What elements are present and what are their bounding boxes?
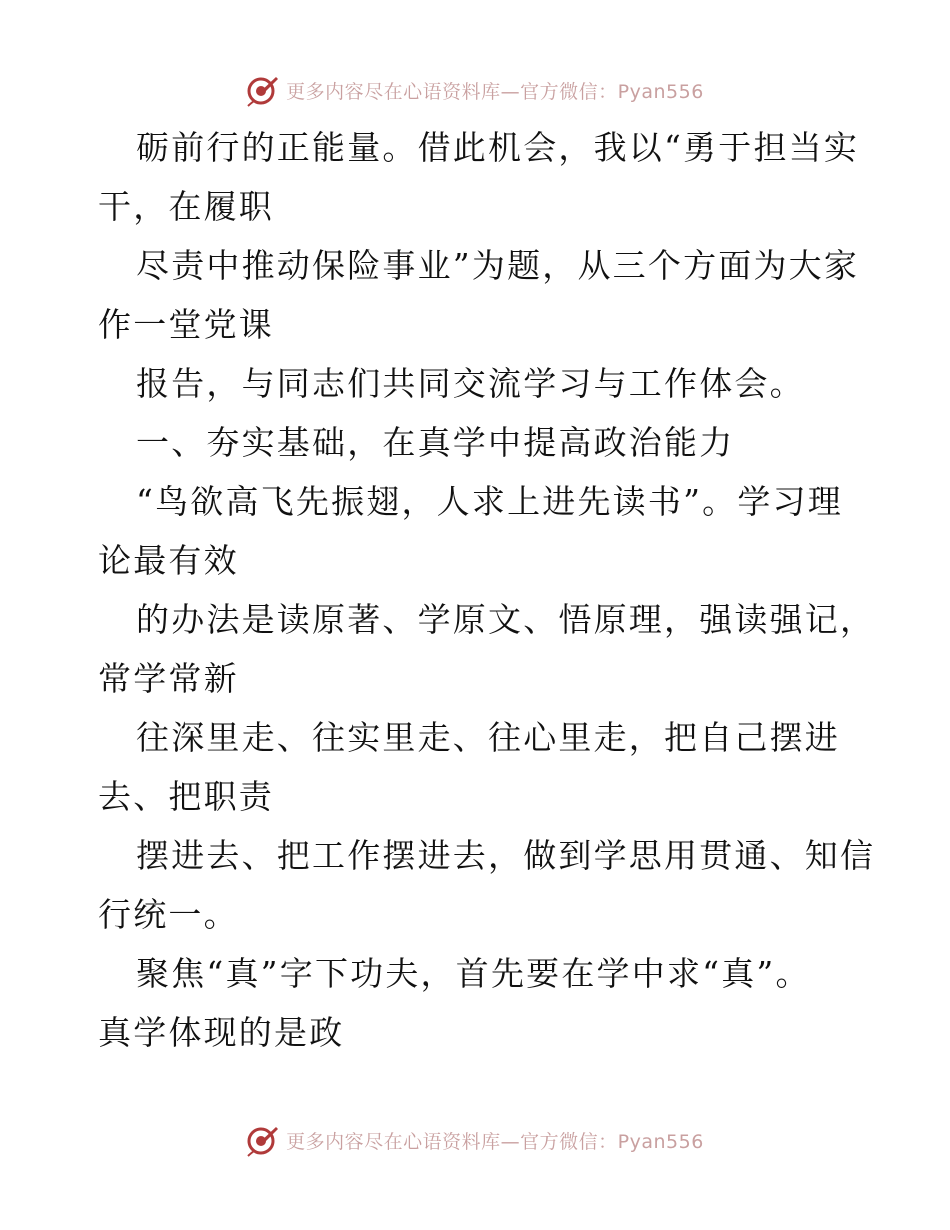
text-line: 行统一。 <box>98 895 239 934</box>
text-line: 砺前行的正能量。借此机会，我以“勇于担当实 <box>136 128 860 167</box>
text-line: 报告，与同志们共同交流学习与工作体会。 <box>136 364 805 403</box>
header-banner-text: 更多内容尽在心语资料库—官方微信：Pyan556 <box>286 80 704 103</box>
document-body <box>98 118 898 1062</box>
footer-banner-text: 更多内容尽在心语资料库—官方微信：Pyan556 <box>286 1130 704 1153</box>
text-line: 常学常新 <box>98 659 239 698</box>
text-line: “鸟欲高飞先振翅，人求上进先读书”。学习理 <box>136 482 843 521</box>
text-line: 作一堂党课 <box>98 305 274 344</box>
text-line: 尽责中推动保险事业”为题，从三个方面为大家 <box>136 246 860 285</box>
text-line: 干，在履职 <box>98 187 274 226</box>
pen-logo-icon <box>246 1123 280 1157</box>
header-banner <box>0 70 950 110</box>
pen-logo-icon <box>246 73 280 107</box>
footer-banner <box>0 1120 950 1160</box>
text-line: 聚焦“真”字下功夫，首先要在学中求“真”。 <box>136 954 811 993</box>
text-line: 真学体现的是政 <box>98 1013 345 1052</box>
text-line: 论最有效 <box>98 541 239 580</box>
text-line: 往深里走、往实里走、往心里走，把自己摆进 <box>136 718 840 757</box>
text-line: 摆进去、把工作摆进去，做到学思用贯通、知信 <box>136 836 876 875</box>
text-line: 一、夯实基础，在真学中提高政治能力 <box>136 423 735 462</box>
text-line: 的办法是读原著、学原文、悟原理，强读强记， <box>136 600 876 639</box>
text-line: 去、把职责 <box>98 777 274 816</box>
